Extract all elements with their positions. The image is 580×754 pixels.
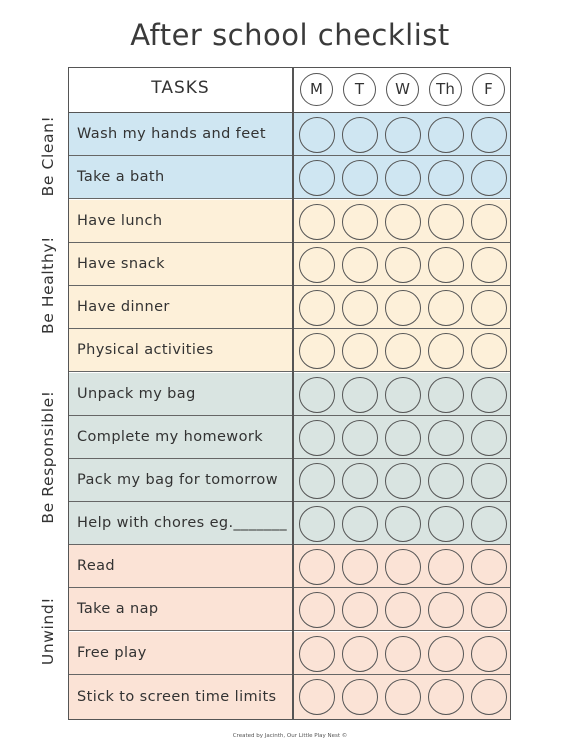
task-label: Pack my bag for tomorrow <box>77 472 278 488</box>
checkbox-circle-thu[interactable] <box>428 463 464 499</box>
task-label: Wash my hands and feet <box>77 126 266 142</box>
task-row <box>69 459 510 502</box>
task-row <box>69 373 510 416</box>
checkbox-circle-wed[interactable] <box>385 679 421 715</box>
checkbox-circle-wed[interactable] <box>385 377 421 413</box>
checkbox-circle-fri[interactable] <box>471 290 507 326</box>
checkbox-circle-thu[interactable] <box>428 592 464 628</box>
checkbox-circle-thu[interactable] <box>428 204 464 240</box>
checkbox-circle-tue[interactable] <box>342 290 378 326</box>
checkbox-circle-mon[interactable] <box>299 420 335 456</box>
task-label: Unpack my bag <box>77 386 196 402</box>
checkbox-circle-fri[interactable] <box>471 377 507 413</box>
checkbox-circle-tue[interactable] <box>342 506 378 542</box>
checkbox-circle-wed[interactable] <box>385 290 421 326</box>
checkbox-circle-mon[interactable] <box>299 247 335 283</box>
checkbox-circle-tue[interactable] <box>342 463 378 499</box>
checklist-table <box>68 67 511 720</box>
task-label: Have lunch <box>77 213 163 229</box>
checkbox-circle-wed[interactable] <box>385 506 421 542</box>
column-divider <box>292 68 294 719</box>
checkbox-circle-mon[interactable] <box>299 636 335 672</box>
task-label: Read <box>77 558 116 574</box>
checkbox-circle-wed[interactable] <box>385 247 421 283</box>
table-header <box>69 68 510 113</box>
checkbox-circle-mon[interactable] <box>299 592 335 628</box>
checkbox-circle-thu[interactable] <box>428 549 464 585</box>
checkbox-circle-tue[interactable] <box>342 592 378 628</box>
category-label-clean: Be Clean! <box>39 115 57 197</box>
checkbox-circle-tue[interactable] <box>342 679 378 715</box>
checkbox-circle-wed[interactable] <box>385 204 421 240</box>
task-label: Have snack <box>77 256 165 272</box>
checkbox-circle-tue[interactable] <box>342 549 378 585</box>
checkbox-circle-wed[interactable] <box>385 160 421 196</box>
task-row <box>69 675 510 719</box>
checkbox-circle-fri[interactable] <box>471 592 507 628</box>
checkbox-circle-tue[interactable] <box>342 333 378 369</box>
checkbox-circle-mon[interactable] <box>299 377 335 413</box>
checkbox-circle-tue[interactable] <box>342 636 378 672</box>
checkbox-circle-thu[interactable] <box>428 247 464 283</box>
checkbox-circle-mon[interactable] <box>299 117 335 153</box>
tasks-column-header: TASKS <box>151 78 210 98</box>
task-label: Help with chores eg._______ <box>77 515 288 531</box>
task-row <box>69 200 510 243</box>
task-label: Physical activities <box>77 342 214 358</box>
checkbox-circle-fri[interactable] <box>471 117 507 153</box>
task-row <box>69 502 510 545</box>
task-row <box>69 156 510 199</box>
day-header-wednesday: W <box>386 73 419 106</box>
checkbox-circle-tue[interactable] <box>342 117 378 153</box>
task-label: Stick to screen time limits <box>77 689 277 705</box>
checkbox-circle-mon[interactable] <box>299 463 335 499</box>
task-label: Complete my homework <box>77 429 264 445</box>
task-row <box>69 243 510 286</box>
checkbox-circle-fri[interactable] <box>471 549 507 585</box>
checkbox-circle-fri[interactable] <box>471 636 507 672</box>
task-row <box>69 113 510 156</box>
checkbox-circle-fri[interactable] <box>471 160 507 196</box>
task-row <box>69 588 510 631</box>
checkbox-circle-tue[interactable] <box>342 204 378 240</box>
checkbox-circle-thu[interactable] <box>428 377 464 413</box>
checkbox-circle-mon[interactable] <box>299 506 335 542</box>
checkbox-circle-mon[interactable] <box>299 679 335 715</box>
checkbox-circle-wed[interactable] <box>385 636 421 672</box>
checkbox-circle-tue[interactable] <box>342 377 378 413</box>
category-label-responsible: Be Responsible! <box>39 390 57 524</box>
day-header-thursday: Th <box>429 73 462 106</box>
checkbox-circle-fri[interactable] <box>471 679 507 715</box>
checkbox-circle-mon[interactable] <box>299 160 335 196</box>
checkbox-circle-tue[interactable] <box>342 247 378 283</box>
checkbox-circle-mon[interactable] <box>299 204 335 240</box>
task-row <box>69 286 510 329</box>
checkbox-circle-thu[interactable] <box>428 333 464 369</box>
category-label-unwind: Unwind! <box>39 596 57 666</box>
checkbox-circle-thu[interactable] <box>428 679 464 715</box>
checkbox-circle-fri[interactable] <box>471 204 507 240</box>
checkbox-circle-fri[interactable] <box>471 463 507 499</box>
task-label: Free play <box>77 645 147 661</box>
page-title: After school checklist <box>130 18 450 52</box>
checkbox-circle-tue[interactable] <box>342 420 378 456</box>
day-header-tuesday: T <box>343 73 376 106</box>
task-label: Have dinner <box>77 299 170 315</box>
checkbox-circle-wed[interactable] <box>385 549 421 585</box>
day-header-friday: F <box>472 73 505 106</box>
checkbox-circle-fri[interactable] <box>471 420 507 456</box>
checkbox-circle-wed[interactable] <box>385 592 421 628</box>
task-row <box>69 545 510 588</box>
checkbox-circle-wed[interactable] <box>385 117 421 153</box>
task-label: Take a nap <box>77 601 159 617</box>
category-label-healthy: Be Healthy! <box>39 236 57 334</box>
checkbox-circle-thu[interactable] <box>428 160 464 196</box>
checkbox-circle-wed[interactable] <box>385 333 421 369</box>
checkbox-circle-tue[interactable] <box>342 160 378 196</box>
checkbox-circle-mon[interactable] <box>299 549 335 585</box>
checkbox-circle-thu[interactable] <box>428 420 464 456</box>
task-row <box>69 329 510 372</box>
task-row <box>69 632 510 675</box>
checkbox-circle-wed[interactable] <box>385 420 421 456</box>
checkbox-circle-thu[interactable] <box>428 506 464 542</box>
task-label: Take a bath <box>77 169 165 185</box>
day-header-monday: M <box>300 73 333 106</box>
task-row <box>69 416 510 459</box>
checkbox-circle-thu[interactable] <box>428 636 464 672</box>
checkbox-circle-fri[interactable] <box>471 506 507 542</box>
checkbox-circle-wed[interactable] <box>385 463 421 499</box>
checkbox-circle-thu[interactable] <box>428 117 464 153</box>
credit-footer: Created by Jacinth, Our Little Play Nest © <box>232 733 348 739</box>
checkbox-circle-thu[interactable] <box>428 290 464 326</box>
checkbox-circle-mon[interactable] <box>299 290 335 326</box>
checkbox-circle-mon[interactable] <box>299 333 335 369</box>
checkbox-circle-fri[interactable] <box>471 333 507 369</box>
checkbox-circle-fri[interactable] <box>471 247 507 283</box>
